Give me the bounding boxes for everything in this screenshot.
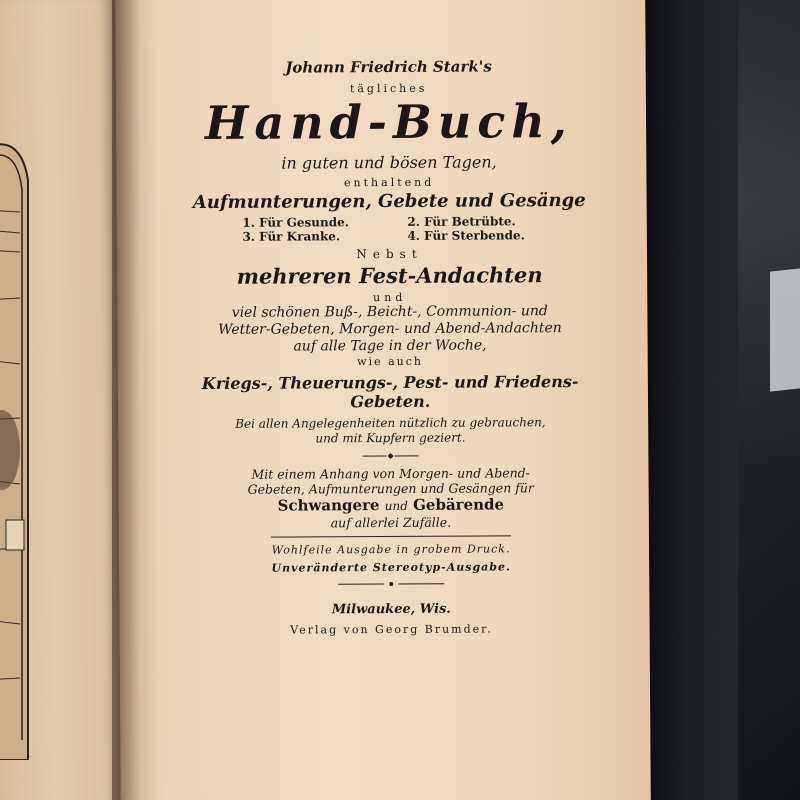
title-page-text xyxy=(148,54,631,638)
allerlei-line: auf allerlei Zufälle. xyxy=(330,514,452,531)
kriegs-line: Kriegs-, Theuerungs-, Pest- und Friedens- xyxy=(201,372,579,393)
publisher-line: Verlag von Georg Brumder. xyxy=(290,622,493,637)
ornament-divider xyxy=(336,580,446,589)
gutter-shadow xyxy=(112,0,140,800)
und-word: und xyxy=(384,498,408,514)
taegliches-line: tägliches xyxy=(349,81,428,96)
enthaltend-line: enthaltend xyxy=(343,175,435,190)
place-line: Milwaukee, Wis. xyxy=(331,601,451,618)
ornament-divider xyxy=(361,452,421,460)
rule-divider xyxy=(271,535,511,537)
body-line: Wetter-Gebeten, Morgen- und Abend-Andachten xyxy=(218,320,562,338)
main-title: Hand-Buch, xyxy=(204,94,573,150)
background-white-object xyxy=(770,268,800,391)
edition-line: Wohlfeile Ausgabe in grobem Druck. xyxy=(271,542,511,557)
anhang-line: Mit einem Anhang von Morgen- und Abend- xyxy=(251,465,530,482)
body-line: auf alle Tage in der Woche, xyxy=(293,337,487,355)
usage-line: und mit Kupfern geziert. xyxy=(315,430,466,446)
anhang-line: Gebeten, Aufmunterungen und Gesängen für xyxy=(247,480,534,497)
frontispiece-engraving xyxy=(0,120,50,760)
contents-heading: Aufmunterungen, Gebete und Gesänge xyxy=(192,189,586,214)
section-item: 4. Für Sterbende. xyxy=(407,228,525,243)
section-item: 1. Für Gesunde. xyxy=(242,215,349,230)
section-item: 3. Für Kranke. xyxy=(242,229,341,244)
gebeten-line: Gebeten. xyxy=(350,391,431,412)
usage-line: Bei allen Angelegenheiten nützlich zu gebrauchen, xyxy=(235,415,546,431)
subtitle-line: in guten und bösen Tagen, xyxy=(281,152,497,173)
stereotyp-line: Unveränderte Stereotyp-Ausgabe. xyxy=(271,560,511,575)
nebst-line: Nebst xyxy=(356,246,423,262)
section-item: 2. Für Betrübte. xyxy=(407,214,516,229)
background-object xyxy=(738,0,800,800)
author-line: Johann Friedrich Stark's xyxy=(285,57,492,77)
schwangere-word: Schwangere xyxy=(277,496,380,515)
wie-auch-line: wie auch xyxy=(357,354,424,369)
gebaerende-word: Gebärende xyxy=(413,495,505,514)
fest-andachten-line: mehreren Fest-Andachten xyxy=(236,262,543,289)
section-list xyxy=(224,214,554,244)
und-line: und xyxy=(373,290,407,305)
schwangere-line xyxy=(151,495,631,517)
body-line: viel schönen Buß-, Beicht-, Communion- und xyxy=(231,303,548,321)
